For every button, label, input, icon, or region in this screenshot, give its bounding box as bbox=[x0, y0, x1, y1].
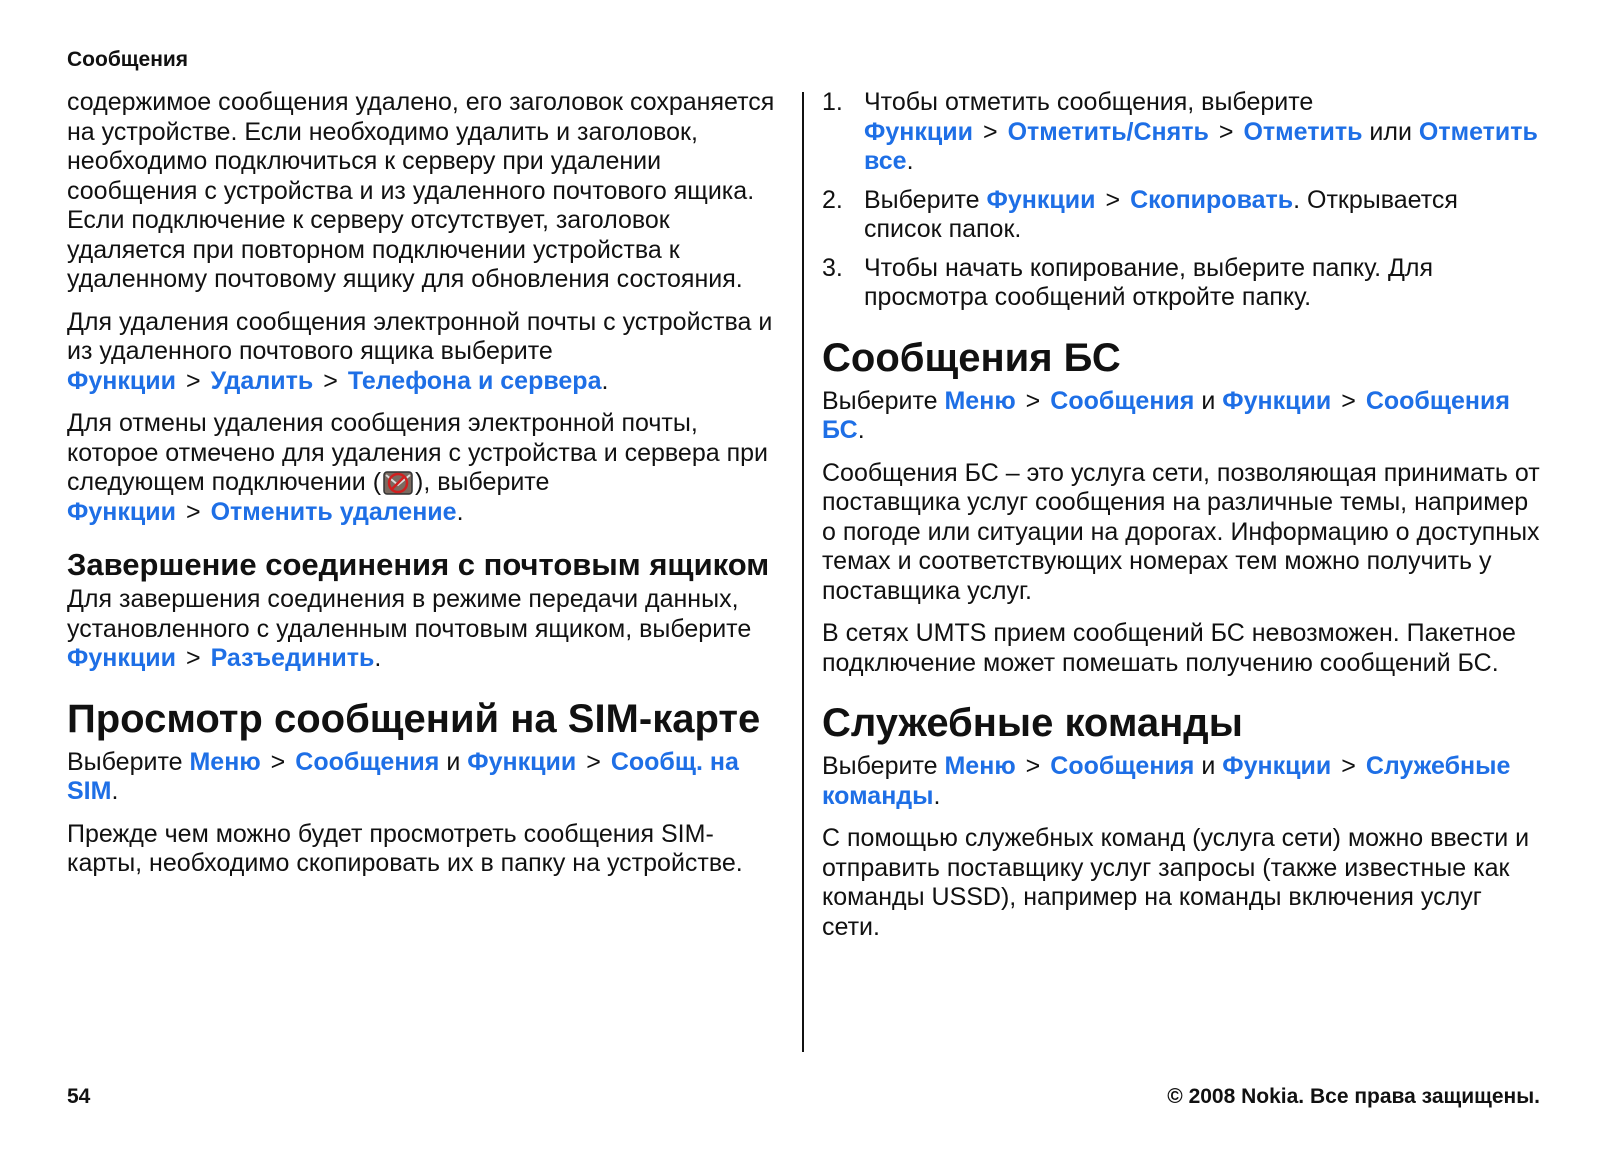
paragraph-sim-copy: Прежде чем можно будет просмотреть сообщения SIM-карты, необходимо скопировать их в папку на устройстве. bbox=[67, 819, 743, 877]
text: Выберите bbox=[67, 747, 183, 776]
link-disconnect[interactable]: Разъединить bbox=[210, 644, 375, 672]
paragraph-svc-description: С помощью служебных команд (услуга сети) можно ввести и отправить поставщику услуг запросы (также известные как команды USSD), например на команды включения услуг сети. bbox=[822, 824, 1530, 941]
link-undelete[interactable]: Отменить удаление bbox=[210, 497, 457, 526]
link-phone-and-server[interactable]: Телефона и сервера bbox=[347, 366, 602, 395]
text: или bbox=[1369, 117, 1412, 146]
text: Для удаления сообщения электронной почты с устройства и из удаленного почтового ящика выберите bbox=[67, 307, 773, 365]
step-number: 2. bbox=[822, 185, 843, 214]
link-options[interactable]: Функции bbox=[67, 644, 176, 672]
nav-separator: > bbox=[185, 366, 201, 395]
text: и bbox=[1201, 386, 1216, 415]
step-number: 3. bbox=[822, 253, 843, 282]
heading-cell-broadcast: Сообщения БС bbox=[822, 335, 1121, 380]
nav-separator: > bbox=[1105, 185, 1121, 214]
link-mark-all[interactable]: Отметить все bbox=[864, 117, 1538, 175]
steps-list bbox=[822, 88, 1542, 313]
link-options[interactable]: Функции bbox=[864, 117, 973, 146]
paragraph-cb-nav: Выберите Меню > Сообщения и Функции > Сообщения БС. bbox=[822, 386, 1510, 444]
nav-separator: > bbox=[1341, 752, 1356, 780]
nav-separator: > bbox=[586, 747, 601, 776]
link-delete[interactable]: Удалить bbox=[210, 366, 314, 395]
text: Выберите bbox=[822, 386, 938, 415]
text: . Открывается список папок. bbox=[864, 185, 1458, 243]
link-messaging[interactable]: Сообщения bbox=[295, 747, 440, 776]
text: Чтобы отметить сообщения, выберите bbox=[864, 88, 1314, 116]
text: и bbox=[1201, 752, 1216, 780]
link-options[interactable]: Функции bbox=[1222, 752, 1332, 780]
right-column bbox=[822, 88, 1542, 955]
text: и bbox=[446, 747, 461, 776]
link-options[interactable]: Функции bbox=[1222, 386, 1332, 415]
paragraph-header-retained: содержимое сообщения удалено, его заголовок сохраняется на устройстве. Если необходимо удалить и заголовок, необходимо подключиться к серверу при удалении сообщения с устройства и из удаленного почтового ящика. Если подключение к серверу отсутствует, заголовок удаляется при повторном подключении устройства к удаленному почтовому ящику для обновления состояния. bbox=[67, 88, 775, 293]
text: Для отмены удаления сообщения электронной почты, которое отмечено для удаления с устройства и сервера при следующем подключении ( bbox=[67, 409, 768, 496]
link-messaging[interactable]: Сообщения bbox=[1050, 752, 1195, 780]
link-sim-messages[interactable]: Сообщ. на SIM bbox=[67, 747, 739, 805]
text: Выберите bbox=[822, 752, 938, 780]
nav-separator: > bbox=[270, 747, 286, 776]
list-item bbox=[822, 186, 1542, 245]
link-cell-broadcast[interactable]: Сообщения БС bbox=[822, 386, 1510, 444]
mail-undelete-icon bbox=[383, 468, 413, 496]
page-number: 54 bbox=[67, 1085, 91, 1108]
link-copy[interactable]: Скопировать bbox=[1130, 185, 1294, 214]
link-messaging[interactable]: Сообщения bbox=[1050, 386, 1195, 415]
text: ), выберите bbox=[415, 468, 550, 496]
heading-sim-messages: Просмотр сообщений на SIM-карте bbox=[67, 696, 761, 741]
link-mark-unmark[interactable]: Отметить/Снять bbox=[1007, 117, 1209, 146]
nav-separator: > bbox=[982, 117, 998, 146]
paragraph-sim-nav: Выберите Меню > Сообщения и Функции > Сообщ. на SIM. bbox=[67, 747, 739, 805]
nav-separator: > bbox=[185, 644, 201, 672]
heading-disconnect-mailbox: Завершение соединения с почтовым ящиком bbox=[67, 547, 770, 582]
text: Для завершения соединения в режиме передачи данных, установленного с удаленным почтовым ящиком, выберите bbox=[67, 585, 752, 643]
paragraph-delete-email: Для удаления сообщения электронной почты с устройства и из удаленного почтового ящика выберите Функции > Удалить > Телефона и сервера. bbox=[67, 307, 773, 395]
paragraph-cb-description: Сообщения БС – это услуга сети, позволяющая принимать от поставщика услуг сообщения на различные темы, например о погоде или ситуации на дорогах. Информацию о доступных темах и соответствующих номерах тем можно получить у поставщика услуг. bbox=[822, 458, 1540, 605]
link-menu[interactable]: Меню bbox=[189, 747, 261, 776]
nav-separator: > bbox=[323, 366, 338, 395]
nav-separator: > bbox=[1218, 117, 1234, 146]
link-options[interactable]: Функции bbox=[986, 185, 1096, 214]
list-item: 1. Чтобы отметить сообщения, выберите Функции > Отметить/Снять > Отметить или Отметить все. bbox=[822, 88, 1538, 175]
step-number: 1. bbox=[822, 88, 843, 116]
link-options[interactable]: Функции bbox=[67, 497, 176, 526]
list-item bbox=[822, 254, 1542, 313]
link-options[interactable]: Функции bbox=[67, 366, 176, 395]
link-mark[interactable]: Отметить bbox=[1243, 117, 1363, 146]
paragraph-disconnect: Для завершения соединения в режиме передачи данных, установленного с удаленным почтовым ящиком, выберите Функции > Разъединить. bbox=[67, 585, 752, 672]
paragraph-svc-nav: Выберите Меню > Сообщения и Функции > Служебные команды. bbox=[822, 752, 1511, 810]
nav-separator: > bbox=[185, 497, 201, 526]
paragraph-cb-umts: В сетях UMTS прием сообщений БС невозможен. Пакетное подключение может помешать получению сообщений БС. bbox=[822, 619, 1516, 677]
nav-separator: > bbox=[1025, 386, 1041, 415]
nav-separator: > bbox=[1341, 386, 1356, 415]
link-menu[interactable]: Меню bbox=[944, 386, 1016, 415]
copyright: © 2008 Nokia. Все права защищены. bbox=[1167, 1085, 1540, 1108]
paragraph-undelete-email: Для отмены удаления сообщения электронной почты, которое отмечено для удаления с устройства и сервера при следующем подключении ( ), выберите Функции > Отменить удаление. bbox=[67, 409, 768, 526]
link-service-commands[interactable]: Служебные команды bbox=[822, 752, 1511, 810]
text: Чтобы начать копирование, выберите папку. Для просмотра сообщений откройте папку. bbox=[864, 253, 1434, 311]
link-options[interactable]: Функции bbox=[467, 747, 577, 776]
nav-separator: > bbox=[1025, 752, 1041, 780]
running-head: Сообщения bbox=[67, 48, 189, 71]
column-divider bbox=[802, 92, 804, 1052]
left-column bbox=[67, 88, 779, 892]
link-menu[interactable]: Меню bbox=[944, 752, 1016, 780]
text: Выберите bbox=[864, 185, 980, 214]
heading-service-commands: Служебные команды bbox=[822, 701, 1243, 745]
